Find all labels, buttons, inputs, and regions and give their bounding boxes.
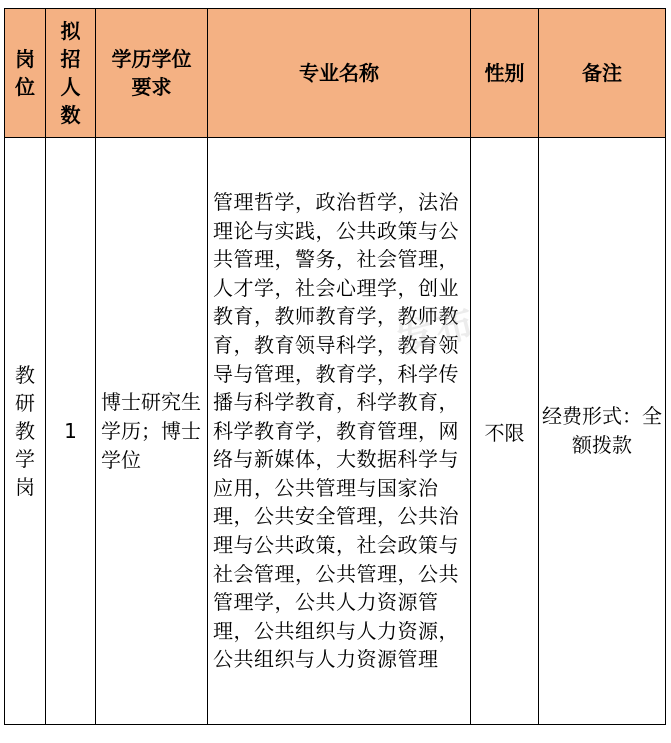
header-note: 备注 [539, 9, 666, 138]
cell-gender: 不限 [471, 138, 539, 725]
header-row [5, 9, 666, 138]
cell-note: 经费形式：全额拨款 [539, 138, 666, 725]
header-education: 学历学位要求 [96, 9, 208, 138]
header-major: 专业名称 [208, 9, 471, 138]
cell-count: 1 [46, 138, 96, 725]
header-gender: 性别 [471, 9, 539, 138]
watermark: 发布 [391, 299, 480, 362]
table-row [5, 138, 666, 725]
cell-major: 管理哲学，政治哲学，法治理论与实践，公共政策与公共管理，警务，社会管理，人才学，社会心理学，创业教育，教师教育学，教师教育，教育领导科学，教育领导与管理，教育学，科学传播与科学教育，科学教育，科学教育学，教育管理，网络与新媒体，大数据科学与应用，公共管理与国家治理，公共安全管理，公共治理与公共政策，社会政策与社会管理，公共管理，公共管理学，公共人力资源管理，公共组织与人力资源，公共组织与人力资源管理 [208, 138, 471, 725]
recruitment-table [4, 8, 666, 725]
header-count: 拟招人数 [46, 9, 96, 138]
cell-post: 教研教学岗 [5, 138, 46, 725]
cell-education: 博士研究生学历；博士学位 [96, 138, 208, 725]
header-post: 岗位 [5, 9, 46, 138]
